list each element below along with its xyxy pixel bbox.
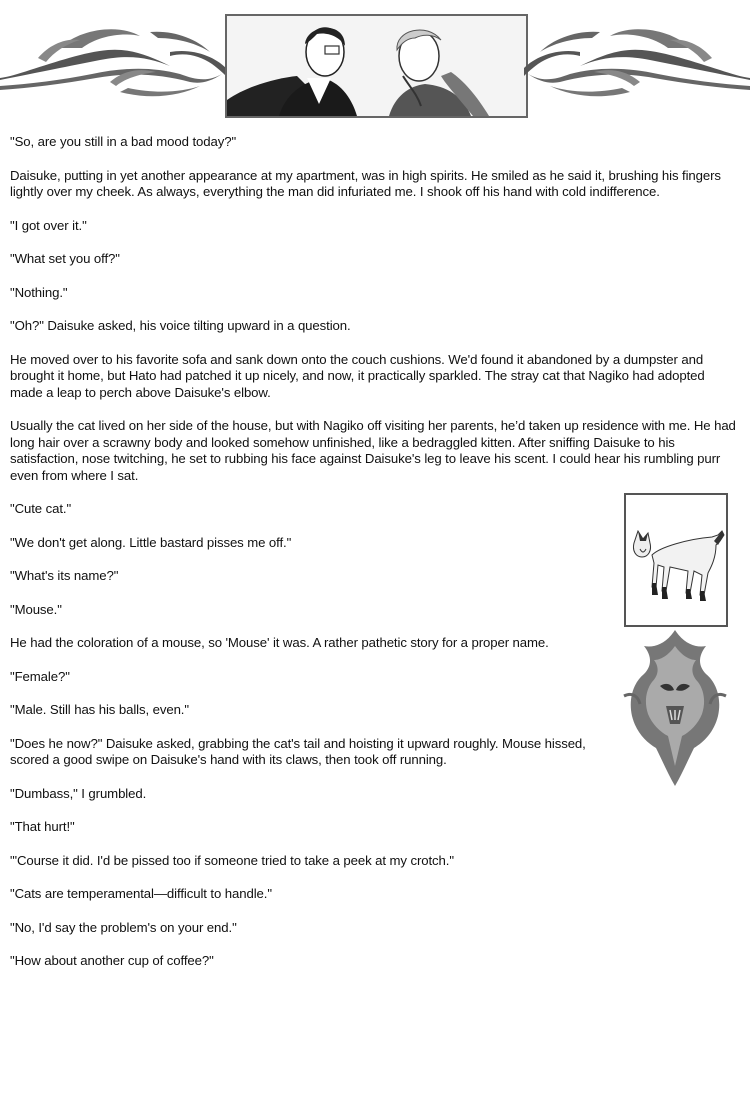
paragraph: "How about another cup of coffee?" [10,953,214,968]
paragraph: He had the coloration of a mouse, so 'Mouse' it was. A rather pathetic story for a proper name. [10,635,549,650]
paragraph: "Oh?" Daisuke asked, his voice tilting upward in a question. [10,318,351,333]
manga-illustration-panel [225,14,528,118]
paragraph: "That hurt!" [10,819,75,834]
manga-panel-two-men-illustration-icon [227,16,526,116]
story-text [10,134,736,987]
paragraph: "I got over it." [10,217,87,233]
siamese-cat-illustration-icon [626,495,726,625]
paragraph: "Nothing." [10,284,68,300]
cat-illustration-frame [624,493,728,627]
page-header [0,0,750,120]
tribal-ornament-right-icon [524,22,750,102]
paragraph: "So, are you still in a bad mood today?" [10,134,237,149]
paragraph: "'Course it did. I'd be pissed too if someone tried to take a peek at my crotch." [10,852,454,868]
paragraph: "Dumbass," I grumbled. [10,785,147,801]
paragraph: "Cats are temperamental—difficult to handle." [10,886,272,901]
paragraph: He moved over to his favorite sofa and sank down onto the couch cushions. We'd found it abandoned by a dumpster and brought it home, but Hato had patched it up nicely, and now, it practically sparkled. The stray cat that Nagiko had adopted made a leap to perch above Daisuke's elbow. [10,351,705,400]
paragraph: "We don't get along. Little bastard pisses me off." [10,534,292,550]
tribal-face-ornament-icon [622,626,728,790]
paragraph: Daisuke, putting in yet another appearance at my apartment, was in high spirits. He smiled as he said it, brushing his fingers lightly over my cheek. As always, everything the man did infuriated me. I shook off his hand with cold indifference. [10,167,721,199]
paragraph: "What set you off?" [10,251,120,266]
paragraph: Usually the cat lived on her side of the house, but with Nagiko off visiting her parents, he’d taken up residence with me. He had long hair over a scrawny body and looked somehow unfinished, like a bedraggled kitten. After sniffing Daisuke to his satisfaction, nose twitching, he set to rubbing his face against Daisuke's leg to leave his scent. I could hear his rumbling purr even from where I sat. [10,418,736,483]
paragraph: "What's its name?" [10,568,119,583]
paragraph: "Mouse." [10,601,62,617]
paragraph: "Cute cat." [10,501,72,516]
paragraph: "Female?" [10,668,70,684]
tribal-ornament-left-icon [0,22,226,102]
paragraph: "Male. Still has his balls, even." [10,702,189,717]
paragraph: "No, I'd say the problem's on your end." [10,919,237,935]
paragraph: "Does he now?" Daisuke asked, grabbing the cat's tail and hoisting it upward roughly. Mouse hissed, scored a good swipe on Daisuke's hand with its claws, then took off running. [10,735,586,767]
